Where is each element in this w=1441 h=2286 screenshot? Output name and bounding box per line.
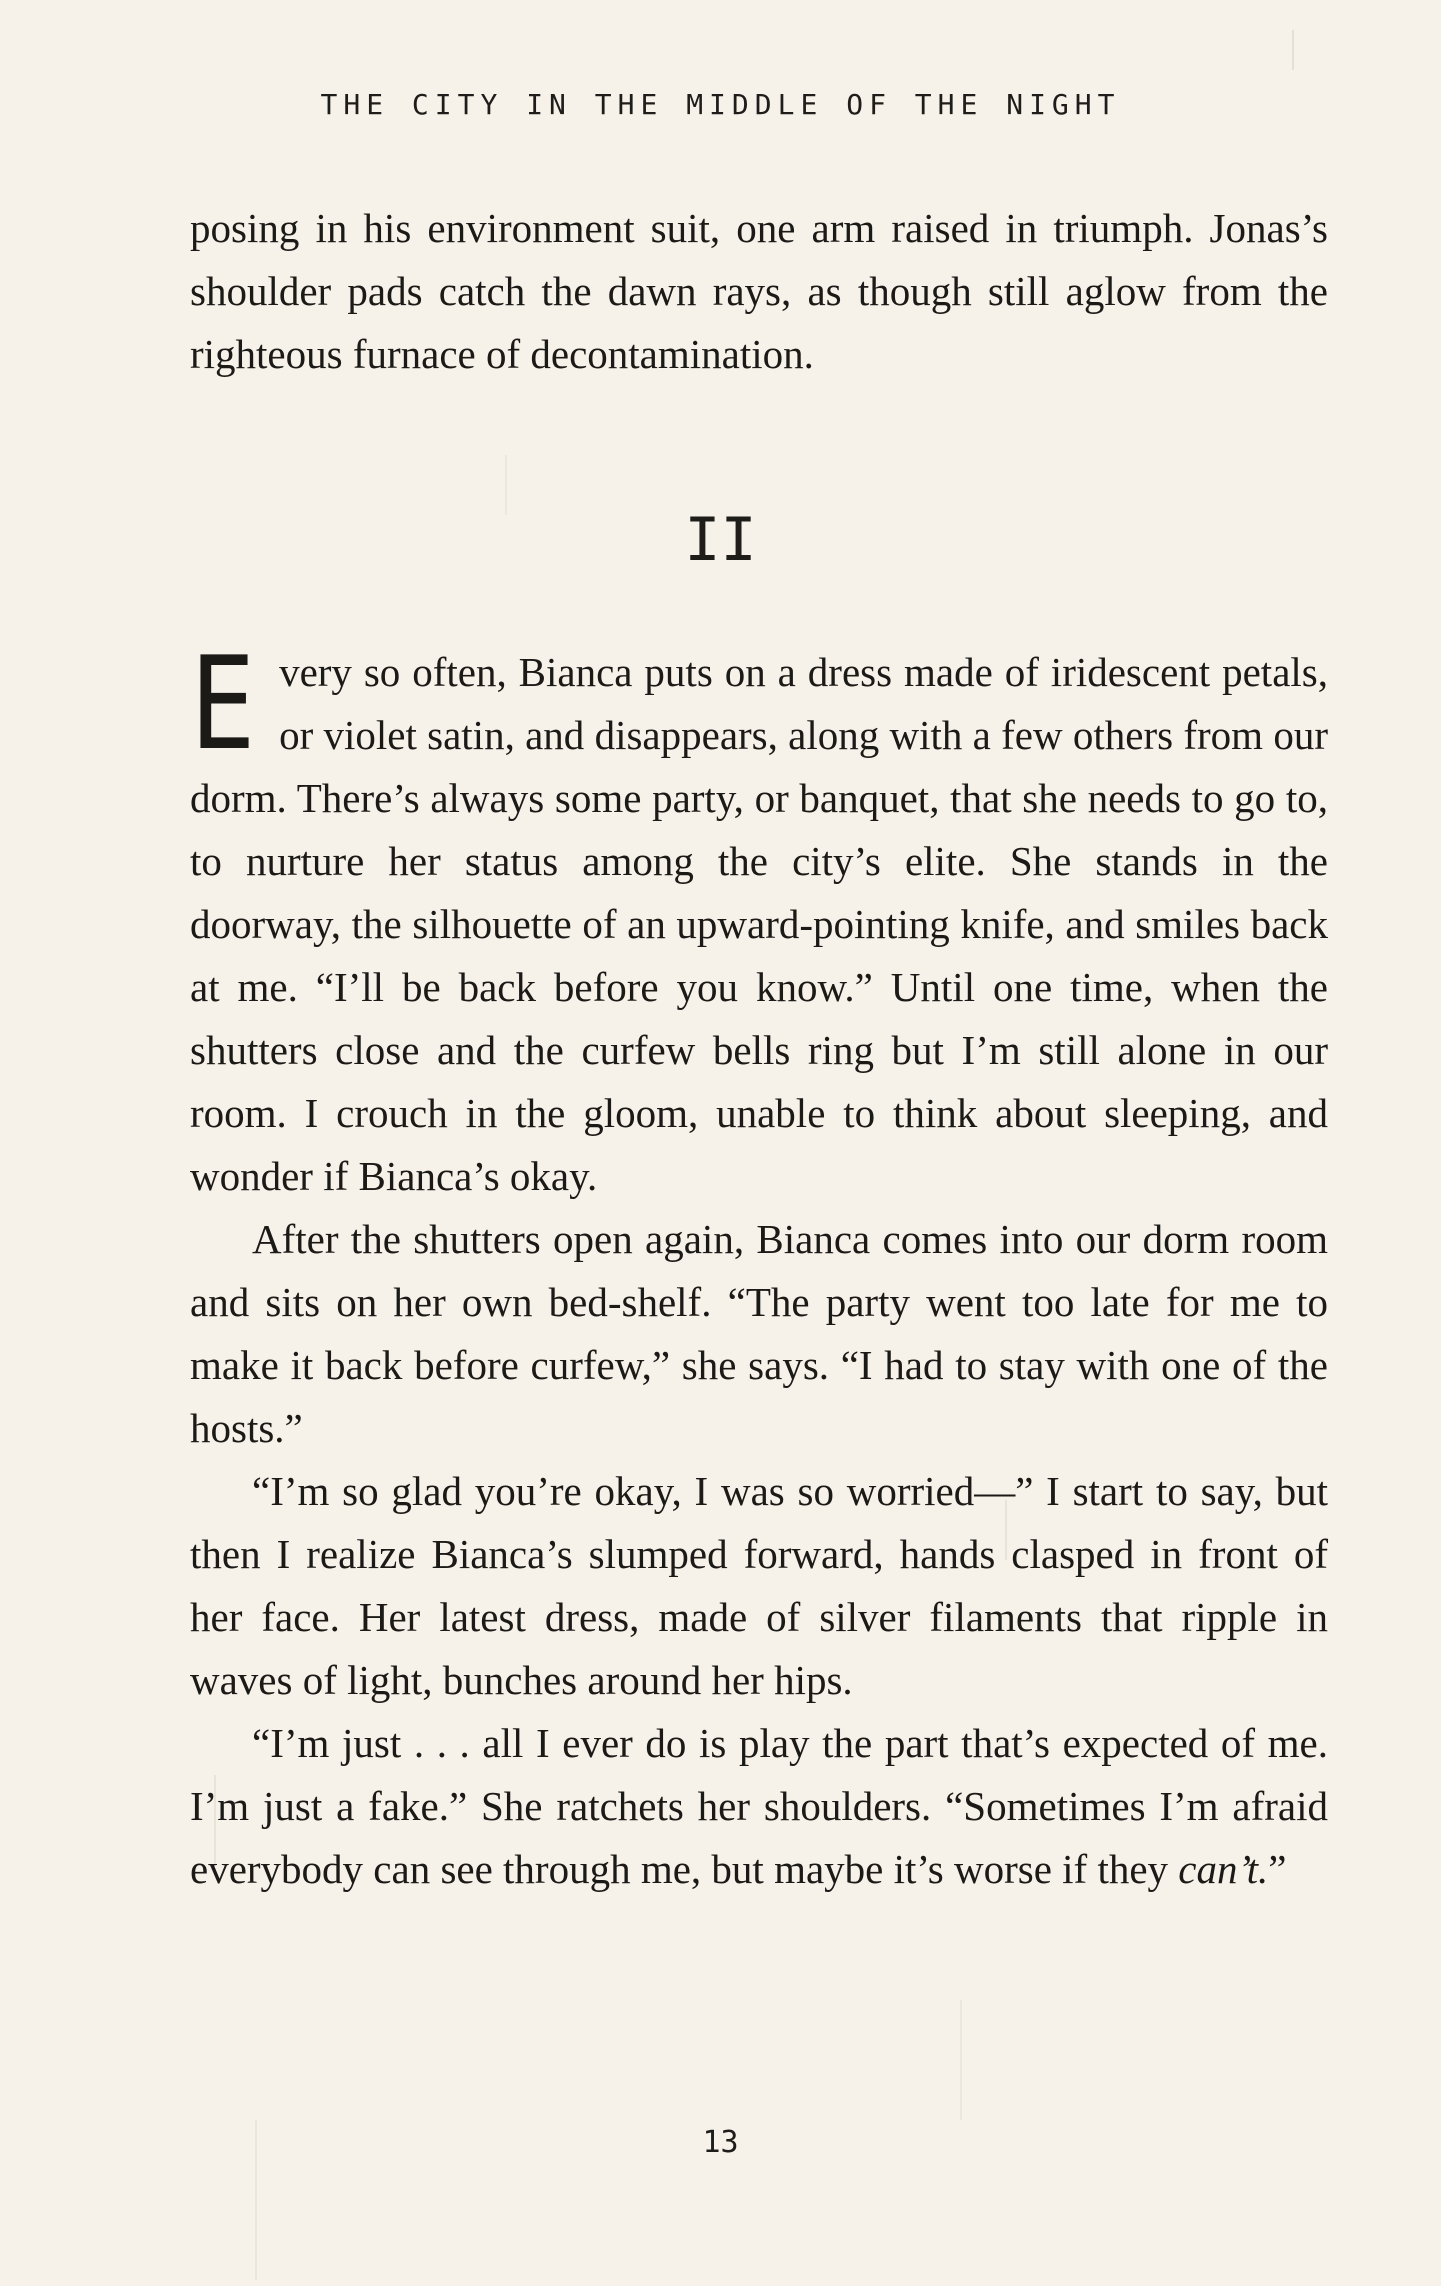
opening-paragraph-text: very so often, Bianca puts on a dress made of iridescent petals, or violet satin, and disappears, along with a few others from our dorm. There’s always some party, or banquet, that she needs to go to, to nurture her status among the city’s elite. She stands in the doorway, the silhouette of an upward-pointing knife, and smiles back at me. “I’ll be back before you know.” Until one time, when the shutters close and the curfew bells ring but I’m still alone in our room. I crouch in the gloom, unable to think about sleeping, and wonder if Bianca’s okay. [190,649,1328,1199]
final-paragraph [190,1712,1328,1901]
section-number: II [684,505,757,575]
running-head: THE CITY IN THE MIDDLE OF THE NIGHT [320,88,1121,121]
continued-text [190,197,1328,386]
opening-paragraph [190,630,1328,1208]
drop-cap: E [190,630,256,779]
paper-mark [960,2000,962,2120]
paper-mark [1292,30,1294,70]
final-paragraph-text: “I’m just . . . all I ever do is play the part that’s expected of me. I’m just a fake.” She ratchets her shoulders. “Sometimes I’m afraid everybody can see through me, but maybe it’s worse if they [190,1720,1328,1892]
paragraph: After the shutters open again, Bianca comes into our dorm room and sits on her own bed-shelf. “The party went too late for me to make it back before curfew,” she says. “I had to stay with one of the hosts.” [190,1216,1328,1451]
italic-word: can’t. [1178,1846,1269,1892]
page-number: 13 [702,2125,739,2160]
closing-quote: ” [1268,1846,1287,1892]
continued-paragraph: posing in his environment suit, one arm raised in triumph. Jonas’s shoulder pads catch the dawn rays, as though still aglow from the righteous furnace of decontamination. [190,205,1328,377]
paper-mark [505,455,507,515]
paragraph: “I’m so glad you’re okay, I was so worried—” I start to say, but then I realize Bianca’s slumped forward, hands clasped in front of her face. Her latest dress, made of silver filaments that ripple in waves of light, bunches around her hips. [190,1468,1328,1703]
body-text [190,630,1328,1901]
